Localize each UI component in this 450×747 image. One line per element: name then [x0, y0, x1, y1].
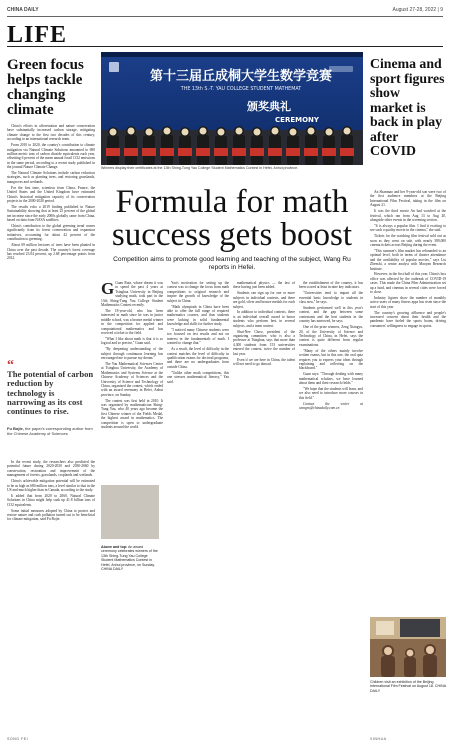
paragraph: China's contribution to the global greening trend comes significantly from its forest conservation and expansion initiatives, accounting for about 42 percent of the contribution to greening. [7, 224, 95, 242]
quote-attribution [7, 427, 95, 436]
paragraph: It added that from 2020 to 2060, Natural Climate Solutions in China might help soak up 41.8 billion tons of CO2 equivalents. [7, 493, 95, 507]
section-title: LIFE [7, 22, 68, 48]
paragraph: "Universities tend to impart all the essential basic knowledge to students in class now," he says. [299, 291, 363, 305]
award-ceremony-photo [101, 52, 363, 165]
paragraph: The Yau Mathematical Sciences Center at Tsinghua University, the Academy of Mathematics and Systems Science at the Chinese Academy of Sciences and the University of Science and Technology of China, organized the contest, which ended with an award ceremony in Hefei, Anhui province, on Sunday. [101, 361, 163, 397]
masthead [7, 6, 443, 16]
quote-mark-icon: “ [7, 358, 14, 373]
left-body-continued [7, 460, 95, 523]
lead-paragraph: Guan Ruiz, whose dream it was to spend the past 4 years at Tsinghua University in Beijing studying math, took part in the 13th Shing-Tung Yau College Student Mathematics Contest recently. [101, 281, 163, 308]
paragraph: It was the third movie An had watched at the festival, which ran from Aug 13 to Aug 20, alongside other events in the screening section. [370, 209, 446, 222]
paragraph: In the recent study, the researchers also predicted the potential future during 2020-2030 and 2030-2060 by conservation, restoration and improvement of the management of forests, grasslands, croplands and wetlands. [7, 460, 95, 478]
inset-caption-text: An award ceremony celebrates winners of the 13th Shing-Tung Yau College Student Mathematics Contest in Hefei, Anhui province, on Sunday. CHINA DAILY [101, 545, 158, 572]
inset-photo [101, 485, 159, 539]
paragraph: the establishment of the country, it has been scored at least in nine key indicators. [299, 281, 363, 290]
left-body [7, 124, 95, 262]
paragraph: Shui-Nee Chow, president of the organizing committee, who is also a professor at Tsinghua, says that more than 4,300 students from 153 universities entered the contest, twice the number of last year. [233, 329, 295, 356]
paragraph: The country's growing affluence and people's increased concern about their health and the pandemic have fueled the sports boom, driving consumers' willingness to engage in sports. [370, 310, 446, 328]
paragraph [101, 281, 163, 307]
photo-ceremony-cn: 颁奖典礼 [247, 100, 291, 113]
paragraph: "By deepening understanding of the subject through continuous learning has encouraged me to pursue my dream." [101, 347, 163, 360]
paragraph: "This summer's film market has rebounded to an optimal level, both in terms of theater attendance and the availability of popular movies," says Liu Zhenshi, a senior analyst with Maoyan Research Institute. [370, 248, 446, 271]
paragraph: Tickets for the watching film festival sold out as soon as they went on sale, with nearly 380,000 cinema tickets across Beijing during the event. [370, 234, 446, 247]
photo-caption: Winners display their certificates at the 13th Shing-Tung Yau College Student Mathematics Contest in Hefei, Anhui province. [101, 166, 299, 170]
paragraph: The Natural Climate Solutions include carbon reduction strategies, such as planting trees, and restoring grasslands, mangroves and wetlands. [7, 171, 95, 184]
photo-ceremony-en: CEREMONY [275, 116, 319, 124]
paragraph: In addition to individual contests, there is an individual overall award to honor students who perform best in several subjects, and a team contest. [233, 310, 295, 328]
paragraph: Some initial measures adopted by China to protect and restore nature and curb pollution turned out to be beneficial for climate mitigation, said Fu Bojie. [7, 508, 95, 522]
paragraph: Industry figures show the number of monthly active users of many fitness apps has risen since the start of this year. [370, 295, 446, 309]
right-headline: Cinema and sport figures show market is back in play after COVID [370, 56, 445, 158]
paragraph: For the first time, scientists from China, France, the United States and the United Kingdom have estimated China's historical mitigation capacity of its conservation projects in the 2000-2020 period. [7, 185, 95, 203]
quote-role: the paper's corresponding author from the Chinese Academy of Sciences [7, 426, 93, 436]
right-photo-caption: Children visit an exhibition of the Beijing International Film Festival on August 18. CHINA DAILY [370, 680, 446, 693]
inset-caption-title: Above and top: [101, 545, 128, 549]
main-col-3 [233, 281, 295, 368]
paragraph: mathematical physics — the last of these having just been added. [233, 281, 295, 290]
paragraph: An Shanmao and her 9-year-old son were two of the first audience members at the Beijing International Film Festival, taking in the film on August 21. [370, 190, 446, 208]
author-contact: Contact the writer at wangru@chinadaily.com.cn [299, 401, 363, 411]
paragraph: "Many of the others mainly involve written exams, but in this one, the oral quiz requires you to express your ideas through explaining and reflecting on the blackboard." [299, 348, 363, 371]
photo-banner-cn: 第十三届丘成桐大学生数学竞赛 [149, 69, 333, 84]
paragraph: About 69 million hectares of trees have been planted in China over the past decade. The country's forest coverage has reached 23.04 percent, up 2.68 percentage points from 2012. [7, 243, 95, 261]
footer-left: SONG FEI [7, 737, 29, 741]
main-col-4 [299, 281, 363, 412]
ceremony-photo-graphic [101, 52, 363, 165]
paragraph: China's achievable mitigation potential will be estimated to be as high as 680 million tons, a level similar to that in the US and much higher than in Canada, according to the study. [7, 479, 95, 492]
paragraph: As a result, the level of difficulty in the contest matches the level of difficulty in qualification exams for doctoral programs, and there are no undergraduates from outside China. [167, 347, 229, 369]
left-headline: Green focus helps tackle changing climate [7, 57, 84, 118]
main-subhead: Competition aims to promote good learning and teaching of the subject, Wang Ru reports in Hefei. [113, 256, 351, 271]
paragraph: Guan says: "Through dealing with many mathematical scholars, we have learned about them and their research fields." [299, 372, 363, 386]
paragraph: "It is always a popular film. I find it exciting to see such a quality movie in the cinema," she said. [370, 223, 446, 233]
pull-quote: The potential of carbon reduction by technology is narrowing as its cost continues to rise. [7, 369, 94, 417]
main-headline: Formula for math success gets boost [111, 184, 353, 253]
film-festival-photo [370, 617, 446, 677]
main-col-2 [167, 281, 229, 385]
paragraph: From 2010 to 2020, the country's contribution to climate mitigation via Natural Climate Solutions amounted to 690 million metric tons of carbon dioxide equivalents each year, offsetting 6 percent of the mean annual fossil CO2 emissions in the same period, according to a recent study published in the journal Nature Climate Change. [7, 143, 95, 170]
paragraph: China's efforts in afforestation and nature conservation have substantially increased carbon storage, mitigating climate change to the first two decades of this century, according to an international research team. [7, 124, 95, 142]
right-body [370, 190, 446, 330]
inset-caption [101, 545, 159, 571]
paragraph: One of the prize winners, Zeng Xiangyu, 20, of the University of Science and Technology of China, in Hefei, says the contest is quite different from regular examinations. [299, 325, 363, 347]
masthead-rule [7, 16, 443, 17]
paragraph: The results echo a 2019 finding published in Nature Sustainability showing that at least 25 percent of the global net increase since the early 2000s globally came from China, based on data from NASA satellites. [7, 204, 95, 223]
paragraph: "What I like about math is that it is so logical and so precise," Guan said. [101, 336, 163, 346]
paragraph: The contest was first held in 2010. It was organized by mathematician Shing-Tung Yau, who 40 years ago became the first Chinese winner of the Fields Medal, the highest award in mathematics. The competition is open to undergraduate students around the world. [101, 398, 163, 430]
masthead-date: August 27-28, 2022 | 9 [392, 7, 443, 13]
footer-right: XINHUA [370, 737, 387, 741]
photo-banner-en: THE 13th S.-T. YAU COLLEGE STUDENT MATHEMAT [180, 87, 302, 92]
drop-cap: G [101, 279, 115, 298]
masthead-logo: CHINA DAILY [7, 7, 39, 13]
main-col-1 [101, 281, 163, 431]
paragraph: Students can sign up for one or more subjects in individual contests, and there are gold, silver and bronze medals for each subject. [233, 291, 295, 309]
paragraph: The 18-year-old, who has been interested in math since he was in junior middle school, was a bronze medal winner in the competition for applied and computational mathematics and has received a ticket to the field. [101, 308, 163, 335]
paragraph: "We hope that the students will learn, and we also need to introduce more courses in this field." [299, 386, 363, 400]
film-festival-photo-graphic [370, 617, 446, 677]
paragraph: Yau's motivation for setting up the contest was to change the focus from math competitions to original research and inspire the growth of knowledge of the subject in China. [167, 281, 229, 303]
paragraph: Even if we are here in China, the talent will not need to go abroad. [233, 357, 295, 366]
paragraph: "Math olympiads in China have been able to offer the full range of required mathematics courses, and thus students were lacking in solid fundamental knowledge and skills for further study. [167, 304, 229, 327]
section-rule [7, 46, 443, 47]
paragraph: "Unlike other math competitions, this one stresses mathematical literacy," Yau said. [167, 370, 229, 384]
paragraph: Students performed well in this year's contest, and the gap between some contestants and the best students in the country has narrowed, he says. [299, 306, 363, 324]
paragraph: However, in the first half of this year, China's box office was affected by the outbreak of COVID-19 cases. This made the China Film Administration set up a fund, and cinemas in several cities were forced to close. [370, 272, 446, 295]
paragraph: "I noticed many Chinese students were too focused on test results and not on interest in the fundamentals of math. I wanted to change that." [167, 328, 229, 346]
quote-author: Fu Bojie, [7, 426, 24, 431]
